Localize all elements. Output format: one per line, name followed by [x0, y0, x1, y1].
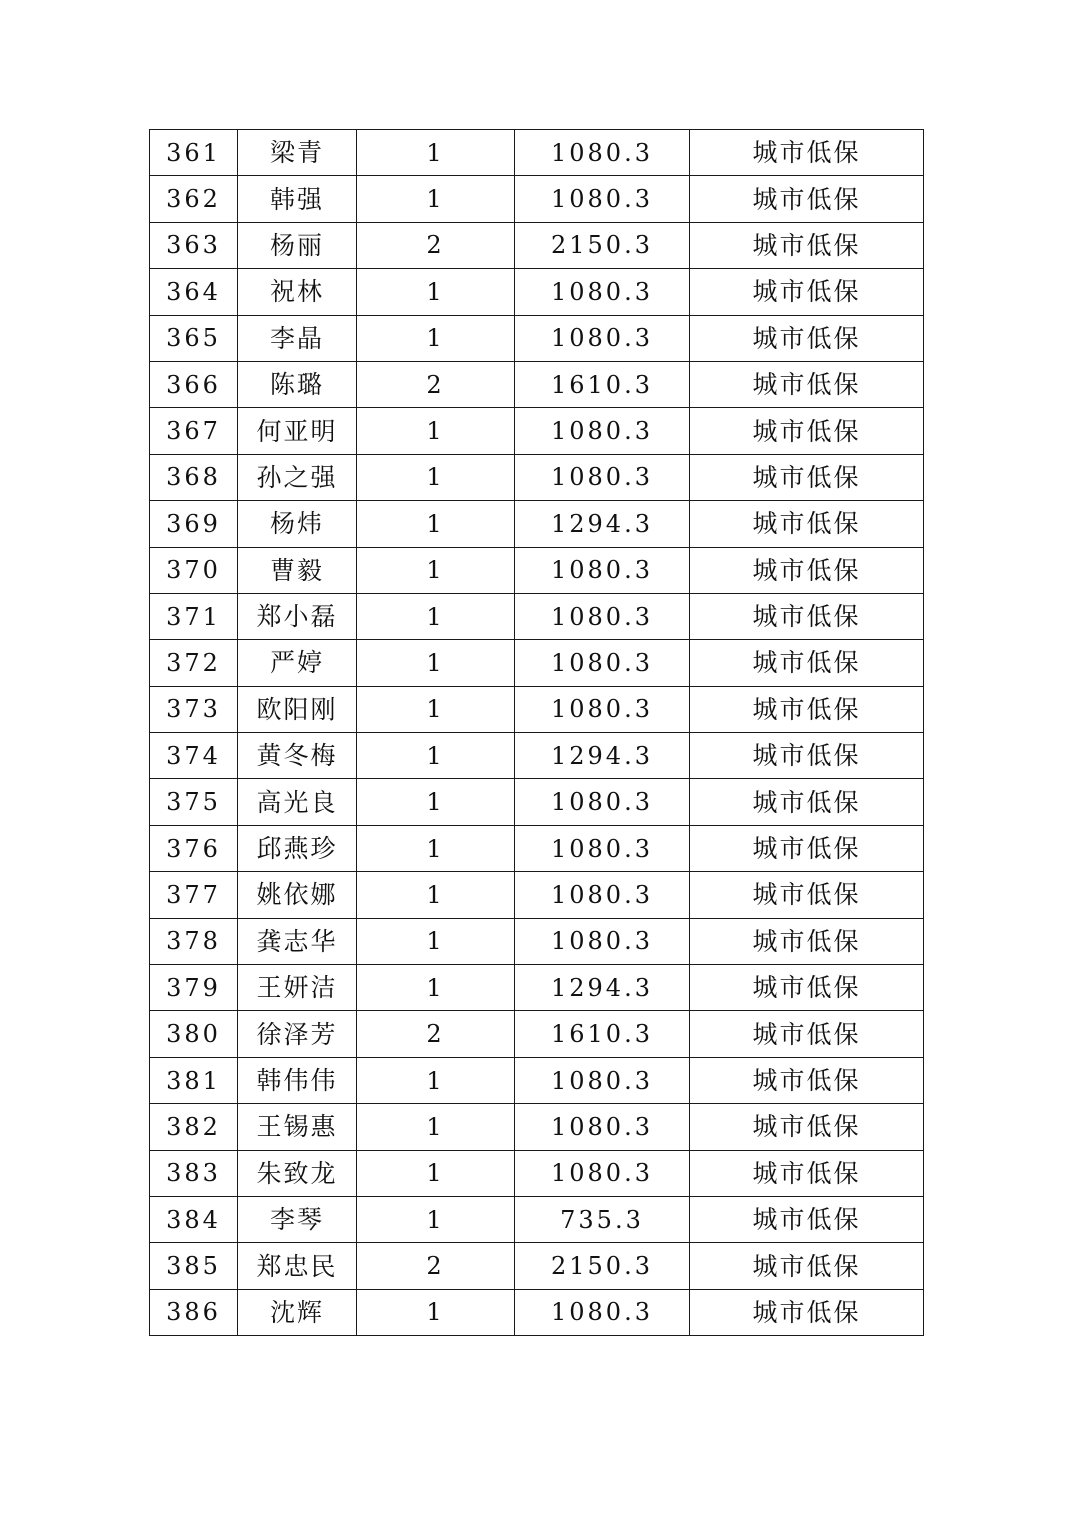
name-cell: 郑忠民 [238, 1243, 357, 1289]
name-cell: 欧阳刚 [238, 686, 357, 732]
table-row [150, 640, 924, 686]
serial-number-cell: 381 [150, 1057, 238, 1103]
assistance-type-cell: 城市低保 [690, 222, 924, 268]
assistance-type-cell: 城市低保 [690, 1243, 924, 1289]
amount-cell: 1080.3 [515, 1104, 690, 1150]
household-size-cell: 1 [357, 640, 515, 686]
amount-cell: 1080.3 [515, 640, 690, 686]
table-row [150, 408, 924, 454]
serial-number-cell: 383 [150, 1150, 238, 1196]
amount-cell: 1080.3 [515, 825, 690, 871]
assistance-type-cell: 城市低保 [690, 501, 924, 547]
serial-number-cell: 366 [150, 361, 238, 407]
household-size-cell: 1 [357, 1057, 515, 1103]
assistance-type-cell: 城市低保 [690, 1057, 924, 1103]
table-row [150, 825, 924, 871]
household-size-cell: 1 [357, 918, 515, 964]
serial-number-cell: 363 [150, 222, 238, 268]
name-cell: 黄冬梅 [238, 733, 357, 779]
household-size-cell: 2 [357, 1243, 515, 1289]
table-row [150, 1289, 924, 1335]
amount-cell: 1610.3 [515, 361, 690, 407]
assistance-type-cell: 城市低保 [690, 130, 924, 176]
assistance-type-cell: 城市低保 [690, 686, 924, 732]
amount-cell: 1080.3 [515, 1057, 690, 1103]
amount-cell: 1080.3 [515, 130, 690, 176]
table-row [150, 222, 924, 268]
serial-number-cell: 377 [150, 872, 238, 918]
household-size-cell: 1 [357, 130, 515, 176]
name-cell: 孙之强 [238, 454, 357, 500]
amount-cell: 1080.3 [515, 1150, 690, 1196]
amount-cell: 1080.3 [515, 176, 690, 222]
name-cell: 韩强 [238, 176, 357, 222]
amount-cell: 1294.3 [515, 965, 690, 1011]
serial-number-cell: 372 [150, 640, 238, 686]
household-size-cell: 1 [357, 547, 515, 593]
serial-number-cell: 370 [150, 547, 238, 593]
amount-cell: 1080.3 [515, 547, 690, 593]
assistance-type-cell: 城市低保 [690, 593, 924, 639]
name-cell: 曹毅 [238, 547, 357, 593]
serial-number-cell: 367 [150, 408, 238, 454]
name-cell: 龚志华 [238, 918, 357, 964]
name-cell: 王锡惠 [238, 1104, 357, 1150]
assistance-type-cell: 城市低保 [690, 269, 924, 315]
household-size-cell: 2 [357, 361, 515, 407]
assistance-type-cell: 城市低保 [690, 408, 924, 454]
serial-number-cell: 368 [150, 454, 238, 500]
table-row [150, 1057, 924, 1103]
household-size-cell: 1 [357, 408, 515, 454]
amount-cell: 1080.3 [515, 918, 690, 964]
assistance-type-cell: 城市低保 [690, 918, 924, 964]
table-row [150, 1011, 924, 1057]
assistance-type-cell: 城市低保 [690, 733, 924, 779]
household-size-cell: 1 [357, 733, 515, 779]
name-cell: 王妍洁 [238, 965, 357, 1011]
table-row [150, 269, 924, 315]
table-row [150, 965, 924, 1011]
household-size-cell: 1 [357, 501, 515, 547]
serial-number-cell: 374 [150, 733, 238, 779]
table-row [150, 733, 924, 779]
household-size-cell: 1 [357, 779, 515, 825]
amount-cell: 2150.3 [515, 222, 690, 268]
household-size-cell: 1 [357, 1289, 515, 1335]
table-row [150, 686, 924, 732]
table-row [150, 1196, 924, 1242]
table-row [150, 454, 924, 500]
table-row [150, 547, 924, 593]
household-size-cell: 1 [357, 315, 515, 361]
name-cell: 杨丽 [238, 222, 357, 268]
assistance-type-cell: 城市低保 [690, 965, 924, 1011]
name-cell: 严婷 [238, 640, 357, 686]
table-body [150, 130, 924, 1336]
amount-cell: 1610.3 [515, 1011, 690, 1057]
assistance-type-cell: 城市低保 [690, 1011, 924, 1057]
name-cell: 韩伟伟 [238, 1057, 357, 1103]
assistance-type-cell: 城市低保 [690, 1150, 924, 1196]
amount-cell: 2150.3 [515, 1243, 690, 1289]
amount-cell: 1080.3 [515, 269, 690, 315]
household-size-cell: 1 [357, 965, 515, 1011]
amount-cell: 1294.3 [515, 733, 690, 779]
household-size-cell: 1 [357, 686, 515, 732]
name-cell: 姚依娜 [238, 872, 357, 918]
household-size-cell: 1 [357, 593, 515, 639]
serial-number-cell: 380 [150, 1011, 238, 1057]
table-row [150, 130, 924, 176]
amount-cell: 1294.3 [515, 501, 690, 547]
serial-number-cell: 382 [150, 1104, 238, 1150]
subsidy-table [149, 129, 924, 1336]
table-row [150, 361, 924, 407]
table-row [150, 779, 924, 825]
household-size-cell: 2 [357, 1011, 515, 1057]
table-row [150, 593, 924, 639]
household-size-cell: 1 [357, 872, 515, 918]
amount-cell: 1080.3 [515, 454, 690, 500]
assistance-type-cell: 城市低保 [690, 779, 924, 825]
assistance-type-cell: 城市低保 [690, 872, 924, 918]
name-cell: 祝林 [238, 269, 357, 315]
assistance-type-cell: 城市低保 [690, 1196, 924, 1242]
amount-cell: 1080.3 [515, 593, 690, 639]
assistance-type-cell: 城市低保 [690, 547, 924, 593]
household-size-cell: 1 [357, 1150, 515, 1196]
table-row [150, 872, 924, 918]
household-size-cell: 1 [357, 454, 515, 500]
household-size-cell: 2 [357, 222, 515, 268]
name-cell: 朱致龙 [238, 1150, 357, 1196]
table-row [150, 1104, 924, 1150]
amount-cell: 1080.3 [515, 1289, 690, 1335]
serial-number-cell: 375 [150, 779, 238, 825]
table-row [150, 1243, 924, 1289]
serial-number-cell: 384 [150, 1196, 238, 1242]
name-cell: 邱燕珍 [238, 825, 357, 871]
serial-number-cell: 361 [150, 130, 238, 176]
amount-cell: 1080.3 [515, 315, 690, 361]
amount-cell: 1080.3 [515, 779, 690, 825]
assistance-type-cell: 城市低保 [690, 315, 924, 361]
name-cell: 李琴 [238, 1196, 357, 1242]
amount-cell: 1080.3 [515, 408, 690, 454]
assistance-type-cell: 城市低保 [690, 361, 924, 407]
assistance-type-cell: 城市低保 [690, 825, 924, 871]
serial-number-cell: 385 [150, 1243, 238, 1289]
amount-cell: 735.3 [515, 1196, 690, 1242]
serial-number-cell: 365 [150, 315, 238, 361]
household-size-cell: 1 [357, 269, 515, 315]
household-size-cell: 1 [357, 176, 515, 222]
amount-cell: 1080.3 [515, 686, 690, 732]
serial-number-cell: 373 [150, 686, 238, 732]
table-row [150, 918, 924, 964]
household-size-cell: 1 [357, 825, 515, 871]
serial-number-cell: 376 [150, 825, 238, 871]
table-row [150, 501, 924, 547]
household-size-cell: 1 [357, 1196, 515, 1242]
name-cell: 郑小磊 [238, 593, 357, 639]
table-row [150, 315, 924, 361]
serial-number-cell: 364 [150, 269, 238, 315]
name-cell: 何亚明 [238, 408, 357, 454]
serial-number-cell: 369 [150, 501, 238, 547]
name-cell: 高光良 [238, 779, 357, 825]
assistance-type-cell: 城市低保 [690, 454, 924, 500]
name-cell: 徐泽芳 [238, 1011, 357, 1057]
assistance-type-cell: 城市低保 [690, 640, 924, 686]
assistance-type-cell: 城市低保 [690, 1104, 924, 1150]
amount-cell: 1080.3 [515, 872, 690, 918]
serial-number-cell: 379 [150, 965, 238, 1011]
serial-number-cell: 378 [150, 918, 238, 964]
serial-number-cell: 371 [150, 593, 238, 639]
assistance-type-cell: 城市低保 [690, 176, 924, 222]
name-cell: 李晶 [238, 315, 357, 361]
name-cell: 陈璐 [238, 361, 357, 407]
name-cell: 梁青 [238, 130, 357, 176]
name-cell: 沈辉 [238, 1289, 357, 1335]
name-cell: 杨炜 [238, 501, 357, 547]
household-size-cell: 1 [357, 1104, 515, 1150]
assistance-type-cell: 城市低保 [690, 1289, 924, 1335]
table-row [150, 176, 924, 222]
table-row [150, 1150, 924, 1196]
serial-number-cell: 362 [150, 176, 238, 222]
serial-number-cell: 386 [150, 1289, 238, 1335]
